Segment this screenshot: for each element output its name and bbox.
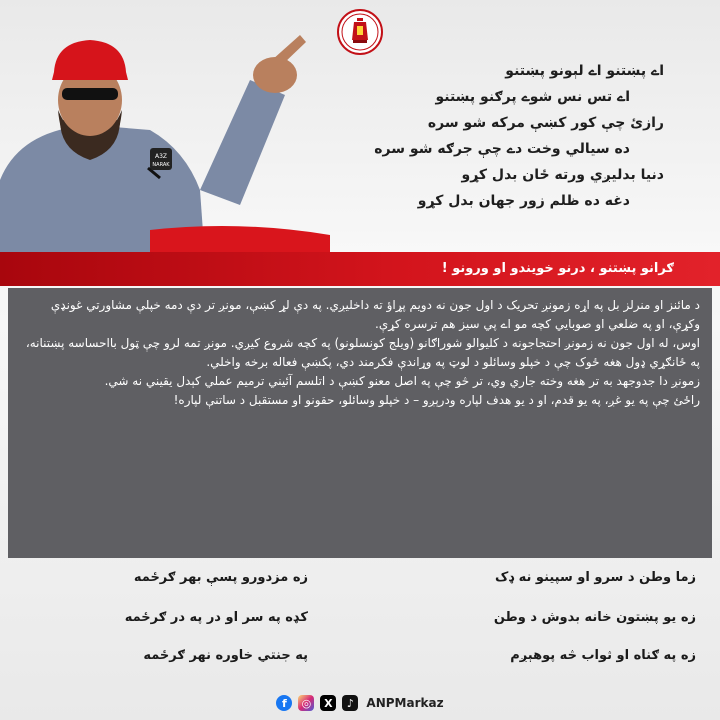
x-icon[interactable]: X bbox=[320, 695, 336, 711]
announcement-text bbox=[20, 296, 700, 410]
greeting-banner bbox=[0, 252, 720, 286]
svg-text:NARAK: NARAK bbox=[152, 162, 170, 168]
social-handle[interactable]: ANPMarkaz bbox=[366, 696, 444, 710]
instagram-icon[interactable]: ◎ bbox=[298, 695, 314, 711]
poem-verses bbox=[274, 58, 664, 214]
poem-line: اے تس نس شوے پرګنو پښتنو bbox=[435, 89, 630, 105]
couplet-line: زه يو پښتون خانه بدوش د وطن bbox=[493, 610, 696, 625]
poem-line: رازئ چې کور کښې مرکه شو سره bbox=[427, 115, 664, 131]
couplet-line: زه په ګناه او ثواب څه پوهېږم bbox=[510, 648, 696, 663]
announcement-paragraph: زمونږ دا جدوجهد به تر هغه وخته جاري وي، تر څو چې په اصل معنو کښې د اتلسم آئيني ترميم عملي کېدل يقيني نه شي. bbox=[104, 374, 700, 388]
facebook-icon[interactable]: f bbox=[276, 695, 292, 711]
announcement-paragraph: اوس، له اول جون نه زمونږ احتجاجونه د کليوالو شوراګانو (ويلج کونسلونو) په کچه شروع کيږي. مونږ تمه لرو چې ټول بااحساسه پښتنانه، په ځانګړي ډول هغه ځوک چې د خپلو وسائلو د لوټ په وړاندې فکرمند دي، پکښې فعاله برخه واخلي. bbox=[25, 336, 700, 369]
couplet-line: زه مزدورو پسې بهر ګرځمه bbox=[133, 570, 308, 585]
announcement-paragraph: راځئ چې په يو غږ، په يو قدم، او د يو هدف لپاره ودرېږو – د خپلو وسائلو، حقونو او مستقبل د ساتنې لپاره! bbox=[173, 393, 700, 407]
poem-line: دغه ده ظلم زور جهان بدل کړو bbox=[417, 193, 630, 209]
couplets bbox=[0, 560, 720, 680]
tiktok-icon[interactable]: ♪ bbox=[342, 695, 358, 711]
svg-text:A3Z: A3Z bbox=[154, 153, 168, 160]
couplet-line: کډه په سر او در په در ګرځمه bbox=[124, 610, 308, 625]
announcement-paragraph: د مائنز او منرلز بل په اړه زمونږ تحريک د اول جون نه دويم پړاؤ ته داخليږي. په دې لړ کښې، مونږ تر دې دمه خپلې مشاورتي غونډې وکړې، او په ضلعي او صوبايي کچه مو اے پي سيز هم ترسره کړې. bbox=[50, 298, 700, 331]
announcement-panel bbox=[8, 288, 712, 558]
banner-text: ګرانو پښتنو ، درنو خويندو او ورونو ! bbox=[441, 261, 674, 276]
poem-line: دنيا بدليږي ورته ځان بدل کړو bbox=[461, 167, 664, 183]
poem-line: اے پښتنو اے لېونو پښتنو bbox=[505, 63, 664, 79]
poem-line: ده سيالي وخت دے چې جرګه شو سره bbox=[374, 141, 630, 157]
social-footer bbox=[0, 692, 720, 714]
couplet-line: په جنتي خاوره نهر ګرځمه bbox=[143, 648, 308, 663]
couplet-line: زما وطن د سرو او سپينو نه ډک bbox=[495, 570, 696, 585]
party-lantern-logo bbox=[336, 8, 384, 56]
